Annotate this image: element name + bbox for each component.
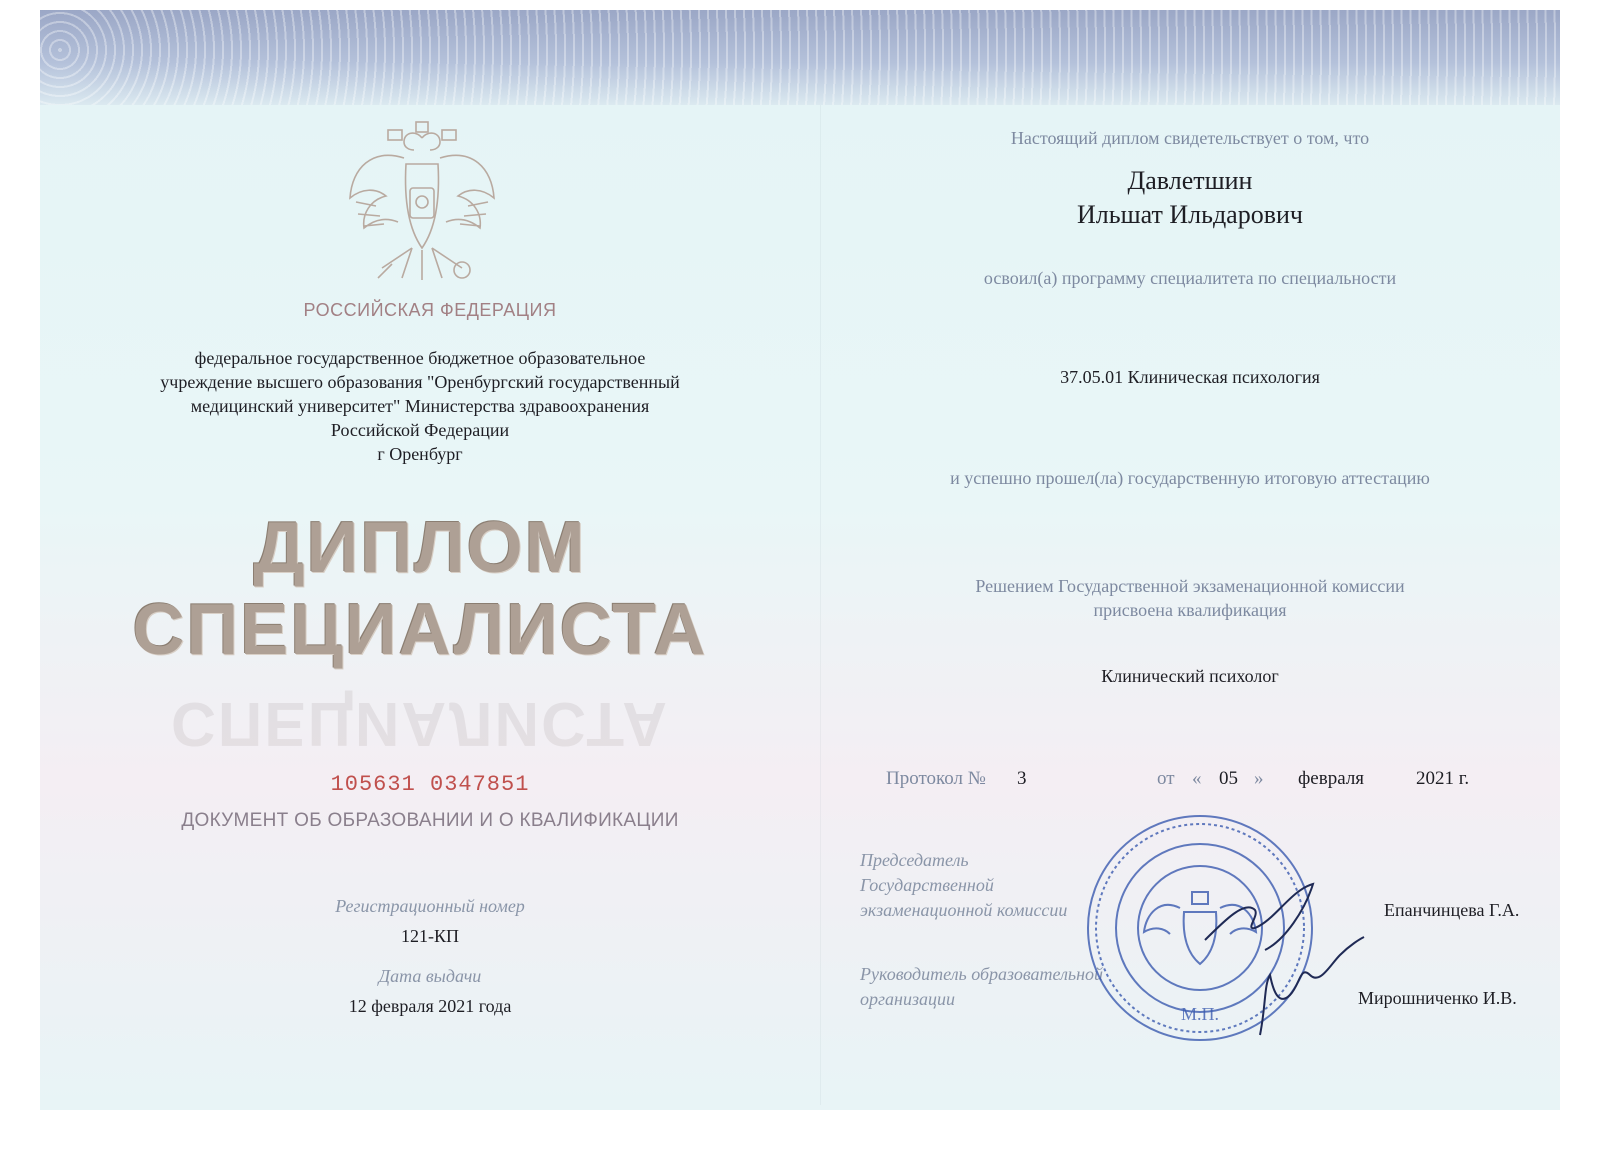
protocol-month: февраля [1298,768,1365,789]
intro-text: Настоящий диплом свидетельствует о том, что [1010,128,1370,148]
protocol-number: 3 [1017,768,1027,789]
seal-mark: М.П. [1180,1004,1220,1024]
chair-name: Епанчинцева Г.А. [1384,900,1520,920]
holder-surname: Давлетшин [1127,166,1253,195]
coat-of-arms-icon [342,118,502,298]
program-text: освоил(а) программу специалитета по специальности [983,268,1397,288]
date-from-label: от [1157,768,1175,789]
diploma-title-line1: ДИПЛОМ [253,508,587,588]
reg-number-label: Регистрационный номер [335,896,525,916]
center-fold [820,105,821,1105]
issue-date: 12 февраля 2021 года [348,996,512,1016]
decorative-top-band [40,10,1560,105]
institution-line: медицинский университет" Министерства здравоохранения [190,396,650,416]
protocol-label: Протокол № [886,768,986,789]
document-type: ДОКУМЕНТ ОБ ОБРАЗОВАНИИ И О КВАЛИФИКАЦИИ [181,810,679,831]
institution-line: учреждение высшего образования "Оренбургский государственный [160,372,680,392]
institution-line: федеральное государственное бюджетное образовательное [194,348,646,368]
head-title-line: Руководитель образовательной [860,964,1104,984]
institution-name [80,346,760,466]
institution-city: г Оренбург [377,444,463,464]
chair-title-line: Государственной [860,875,994,895]
country-label: РОССИЙСКАЯ ФЕДЕРАЦИЯ [303,300,557,320]
institution-line: Российской Федерации [330,420,510,440]
quote-close: » [1254,768,1264,789]
decision-text [860,574,1520,622]
decision-line: присвоена квалификация [1093,600,1287,620]
serial-number: 105631 0347851 [330,772,530,797]
head-signature-icon [1240,935,1370,1045]
qualification: Клинический психолог [1101,666,1279,686]
attestation-text: и успешно прошел(ла) государственную итоговую аттестацию [950,468,1430,488]
protocol-day: 05 [1219,768,1238,789]
quote-open: « [1192,768,1202,789]
diploma-title-line2: СПЕЦИАЛИСТА [132,590,708,670]
issue-date-label: Дата выдачи [378,966,482,986]
reg-number: 121-КП [401,926,459,946]
chair-title-line: Председатель [860,850,969,870]
chair-title-line: экзаменационной комиссии [860,900,1068,920]
head-title-line: организации [860,989,955,1009]
head-title [860,962,1103,1012]
protocol-year: 2021 г. [1416,768,1470,789]
specialty: 37.05.01 Клиническая психология [1060,367,1320,387]
diploma-title-reflection: СПЕЦИАЛИСТА [170,689,670,758]
head-name: Мирошниченко И.В. [1358,988,1517,1008]
decision-line: Решением Государственной экзаменационной комиссии [975,576,1405,596]
chair-title [860,848,1067,923]
holder-given-names: Ильшат Ильдарович [1076,200,1303,229]
